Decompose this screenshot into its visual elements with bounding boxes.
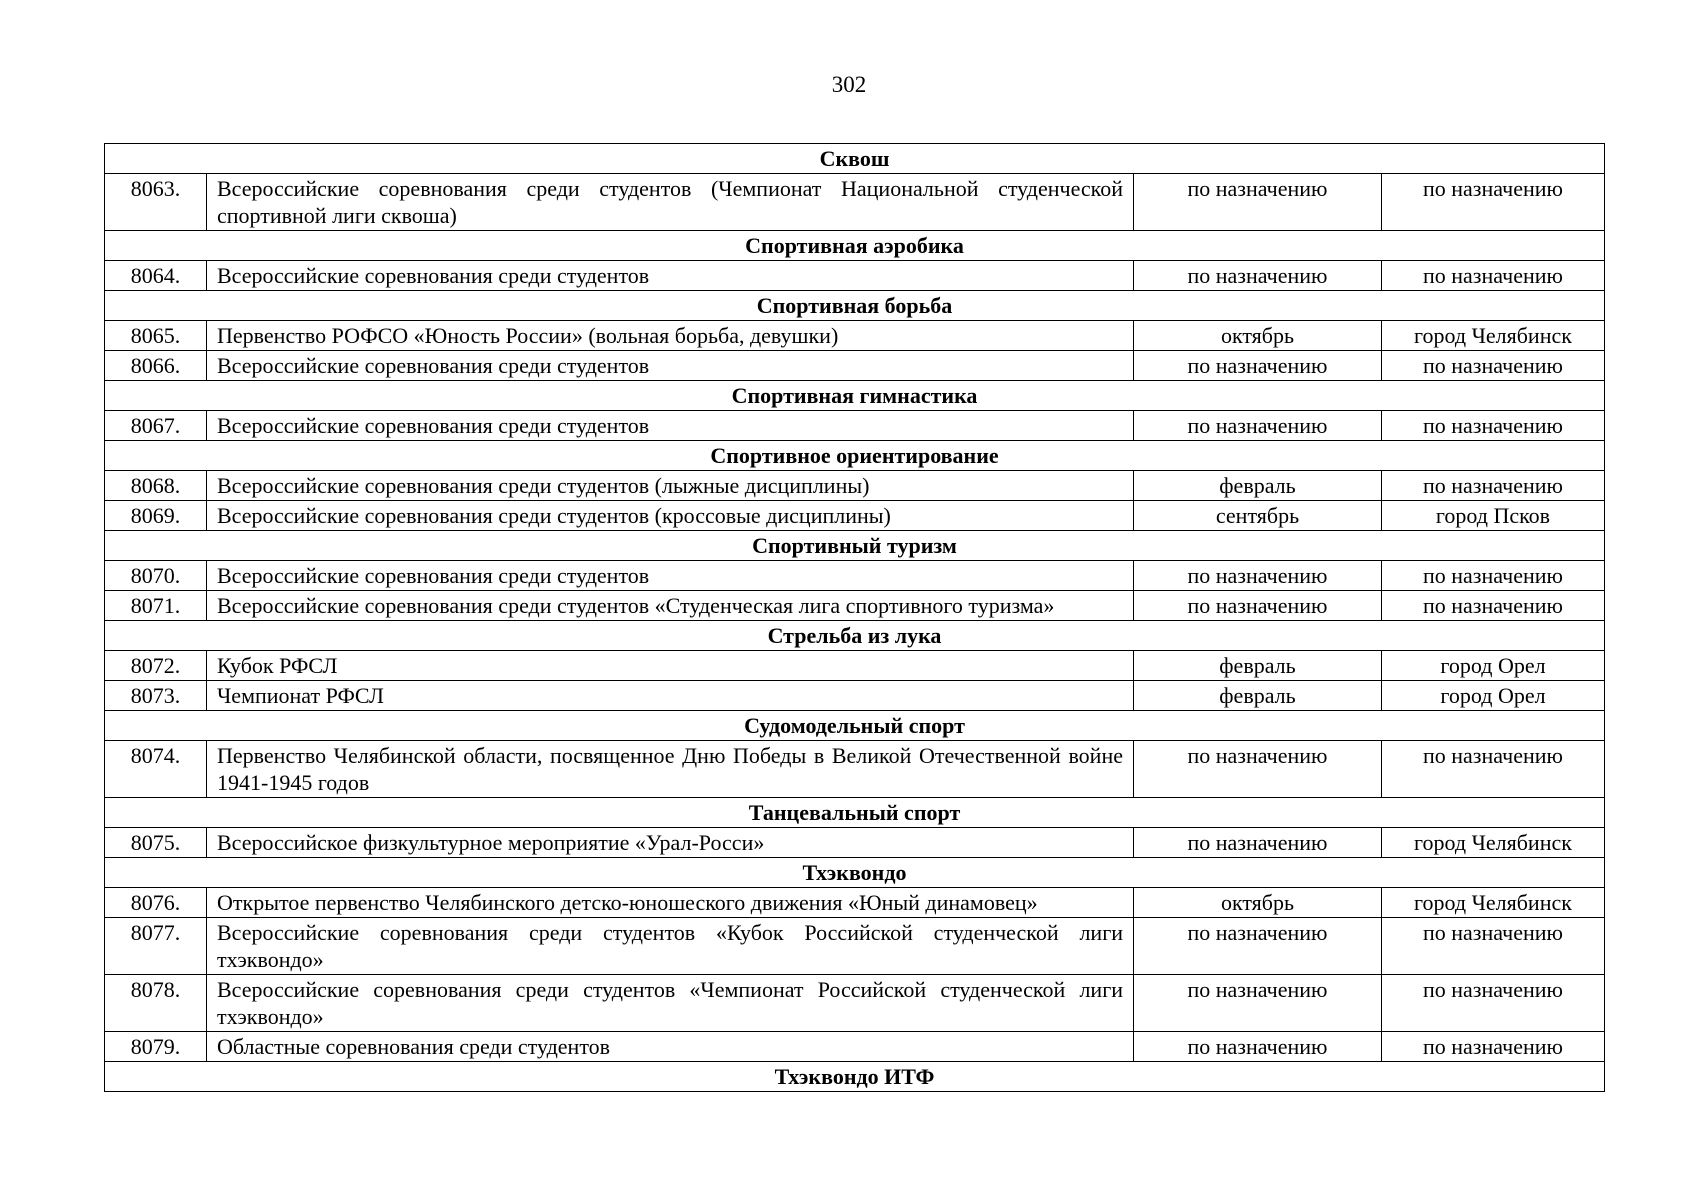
event-name: Областные соревнования среди студентов bbox=[207, 1032, 1134, 1062]
event-date: по назначению bbox=[1134, 918, 1382, 975]
event-place: по назначению bbox=[1382, 591, 1605, 621]
section-header-row bbox=[105, 531, 1605, 561]
event-date: по назначению bbox=[1134, 828, 1382, 858]
section-header-row bbox=[105, 711, 1605, 741]
event-place: город Челябинск bbox=[1382, 828, 1605, 858]
event-name: Всероссийские соревнования среди студентов bbox=[207, 561, 1134, 591]
event-place: по назначению bbox=[1382, 975, 1605, 1032]
event-number: 8077. bbox=[105, 918, 207, 975]
event-name: Всероссийские соревнования среди студентов bbox=[207, 261, 1134, 291]
event-place: город Орел bbox=[1382, 651, 1605, 681]
table-row bbox=[105, 651, 1605, 681]
event-place: по назначению bbox=[1382, 411, 1605, 441]
event-name: Открытое первенство Челябинского детско-юношеского движения «Юный динамовец» bbox=[207, 888, 1134, 918]
table-row bbox=[105, 591, 1605, 621]
table-row bbox=[105, 681, 1605, 711]
section-title: Спортивное ориентирование bbox=[105, 441, 1605, 471]
event-date: по назначению bbox=[1134, 174, 1382, 231]
event-number: 8079. bbox=[105, 1032, 207, 1062]
section-title: Стрельба из лука bbox=[105, 621, 1605, 651]
event-date: по назначению bbox=[1134, 561, 1382, 591]
event-name: Первенство Челябинской области, посвященное Дню Победы в Великой Отечественной войне 1941-1945 годов bbox=[207, 741, 1134, 798]
event-number: 8067. bbox=[105, 411, 207, 441]
table-row bbox=[105, 975, 1605, 1032]
table-row bbox=[105, 411, 1605, 441]
event-place: по назначению bbox=[1382, 741, 1605, 798]
section-header-row bbox=[105, 291, 1605, 321]
section-header-row bbox=[105, 231, 1605, 261]
event-number: 8075. bbox=[105, 828, 207, 858]
event-number: 8074. bbox=[105, 741, 207, 798]
event-place: город Орел bbox=[1382, 681, 1605, 711]
section-header-row bbox=[105, 798, 1605, 828]
table-row bbox=[105, 828, 1605, 858]
table-row bbox=[105, 321, 1605, 351]
table-row bbox=[105, 471, 1605, 501]
event-place: город Челябинск bbox=[1382, 888, 1605, 918]
event-place: город Челябинск bbox=[1382, 321, 1605, 351]
event-date: по назначению bbox=[1134, 261, 1382, 291]
event-name: Кубок РФСЛ bbox=[207, 651, 1134, 681]
event-place: по назначению bbox=[1382, 1032, 1605, 1062]
event-number: 8069. bbox=[105, 501, 207, 531]
section-title: Сквош bbox=[105, 144, 1605, 174]
table-row bbox=[105, 351, 1605, 381]
event-date: по назначению bbox=[1134, 411, 1382, 441]
event-name: Всероссийские соревнования среди студентов (лыжные дисциплины) bbox=[207, 471, 1134, 501]
event-name: Всероссийские соревнования среди студентов (Чемпионат Национальной студенческой спортивной лиги сквоша) bbox=[207, 174, 1134, 231]
event-number: 8072. bbox=[105, 651, 207, 681]
section-title: Спортивная борьба bbox=[105, 291, 1605, 321]
section-header-row bbox=[105, 144, 1605, 174]
event-name: Всероссийские соревнования среди студентов «Чемпионат Российской студенческой лиги тхэквондо» bbox=[207, 975, 1134, 1032]
event-name: Всероссийские соревнования среди студентов «Студенческая лига спортивного туризма» bbox=[207, 591, 1134, 621]
event-date: по назначению bbox=[1134, 975, 1382, 1032]
event-name: Всероссийское физкультурное мероприятие «Урал-Росси» bbox=[207, 828, 1134, 858]
event-date: февраль bbox=[1134, 471, 1382, 501]
event-place: по назначению bbox=[1382, 351, 1605, 381]
event-number: 8076. bbox=[105, 888, 207, 918]
table-row bbox=[105, 1032, 1605, 1062]
page-number: 302 bbox=[831, 72, 867, 97]
section-title: Тхэквондо ИТФ bbox=[105, 1062, 1605, 1092]
event-number: 8070. bbox=[105, 561, 207, 591]
event-name: Всероссийские соревнования среди студентов bbox=[207, 411, 1134, 441]
table-row bbox=[105, 741, 1605, 798]
section-title: Спортивный туризм bbox=[105, 531, 1605, 561]
table-row bbox=[105, 174, 1605, 231]
event-date: октябрь bbox=[1134, 888, 1382, 918]
event-place: по назначению bbox=[1382, 471, 1605, 501]
section-header-row bbox=[105, 381, 1605, 411]
section-header-row bbox=[105, 1062, 1605, 1092]
section-title: Тхэквондо bbox=[105, 858, 1605, 888]
section-title: Танцевальный спорт bbox=[105, 798, 1605, 828]
event-date: по назначению bbox=[1134, 591, 1382, 621]
event-number: 8066. bbox=[105, 351, 207, 381]
event-place: по назначению bbox=[1382, 561, 1605, 591]
event-date: по назначению bbox=[1134, 1032, 1382, 1062]
event-number: 8073. bbox=[105, 681, 207, 711]
event-name: Первенство РОФСО «Юность России» (вольная борьба, девушки) bbox=[207, 321, 1134, 351]
events-table bbox=[104, 143, 1605, 1092]
table-row bbox=[105, 888, 1605, 918]
section-title: Спортивная гимнастика bbox=[105, 381, 1605, 411]
event-number: 8071. bbox=[105, 591, 207, 621]
event-place: город Псков bbox=[1382, 501, 1605, 531]
event-date: по назначению bbox=[1134, 741, 1382, 798]
table-row bbox=[105, 561, 1605, 591]
section-header-row bbox=[105, 621, 1605, 651]
section-title: Спортивная аэробика bbox=[105, 231, 1605, 261]
event-date: сентябрь bbox=[1134, 501, 1382, 531]
section-title: Судомодельный спорт bbox=[105, 711, 1605, 741]
event-date: февраль bbox=[1134, 681, 1382, 711]
table-row bbox=[105, 261, 1605, 291]
table-row bbox=[105, 918, 1605, 975]
table-row bbox=[105, 501, 1605, 531]
event-place: по назначению bbox=[1382, 174, 1605, 231]
event-number: 8064. bbox=[105, 261, 207, 291]
event-name: Всероссийские соревнования среди студентов bbox=[207, 351, 1134, 381]
section-header-row bbox=[105, 858, 1605, 888]
event-number: 8068. bbox=[105, 471, 207, 501]
event-name: Всероссийские соревнования среди студентов «Кубок Российской студенческой лиги тхэквондо» bbox=[207, 918, 1134, 975]
event-date: по назначению bbox=[1134, 351, 1382, 381]
event-place: по назначению bbox=[1382, 261, 1605, 291]
event-name: Всероссийские соревнования среди студентов (кроссовые дисциплины) bbox=[207, 501, 1134, 531]
event-name: Чемпионат РФСЛ bbox=[207, 681, 1134, 711]
event-place: по назначению bbox=[1382, 918, 1605, 975]
event-number: 8065. bbox=[105, 321, 207, 351]
event-number: 8063. bbox=[105, 174, 207, 231]
event-date: февраль bbox=[1134, 651, 1382, 681]
event-number: 8078. bbox=[105, 975, 207, 1032]
section-header-row bbox=[105, 441, 1605, 471]
event-date: октябрь bbox=[1134, 321, 1382, 351]
